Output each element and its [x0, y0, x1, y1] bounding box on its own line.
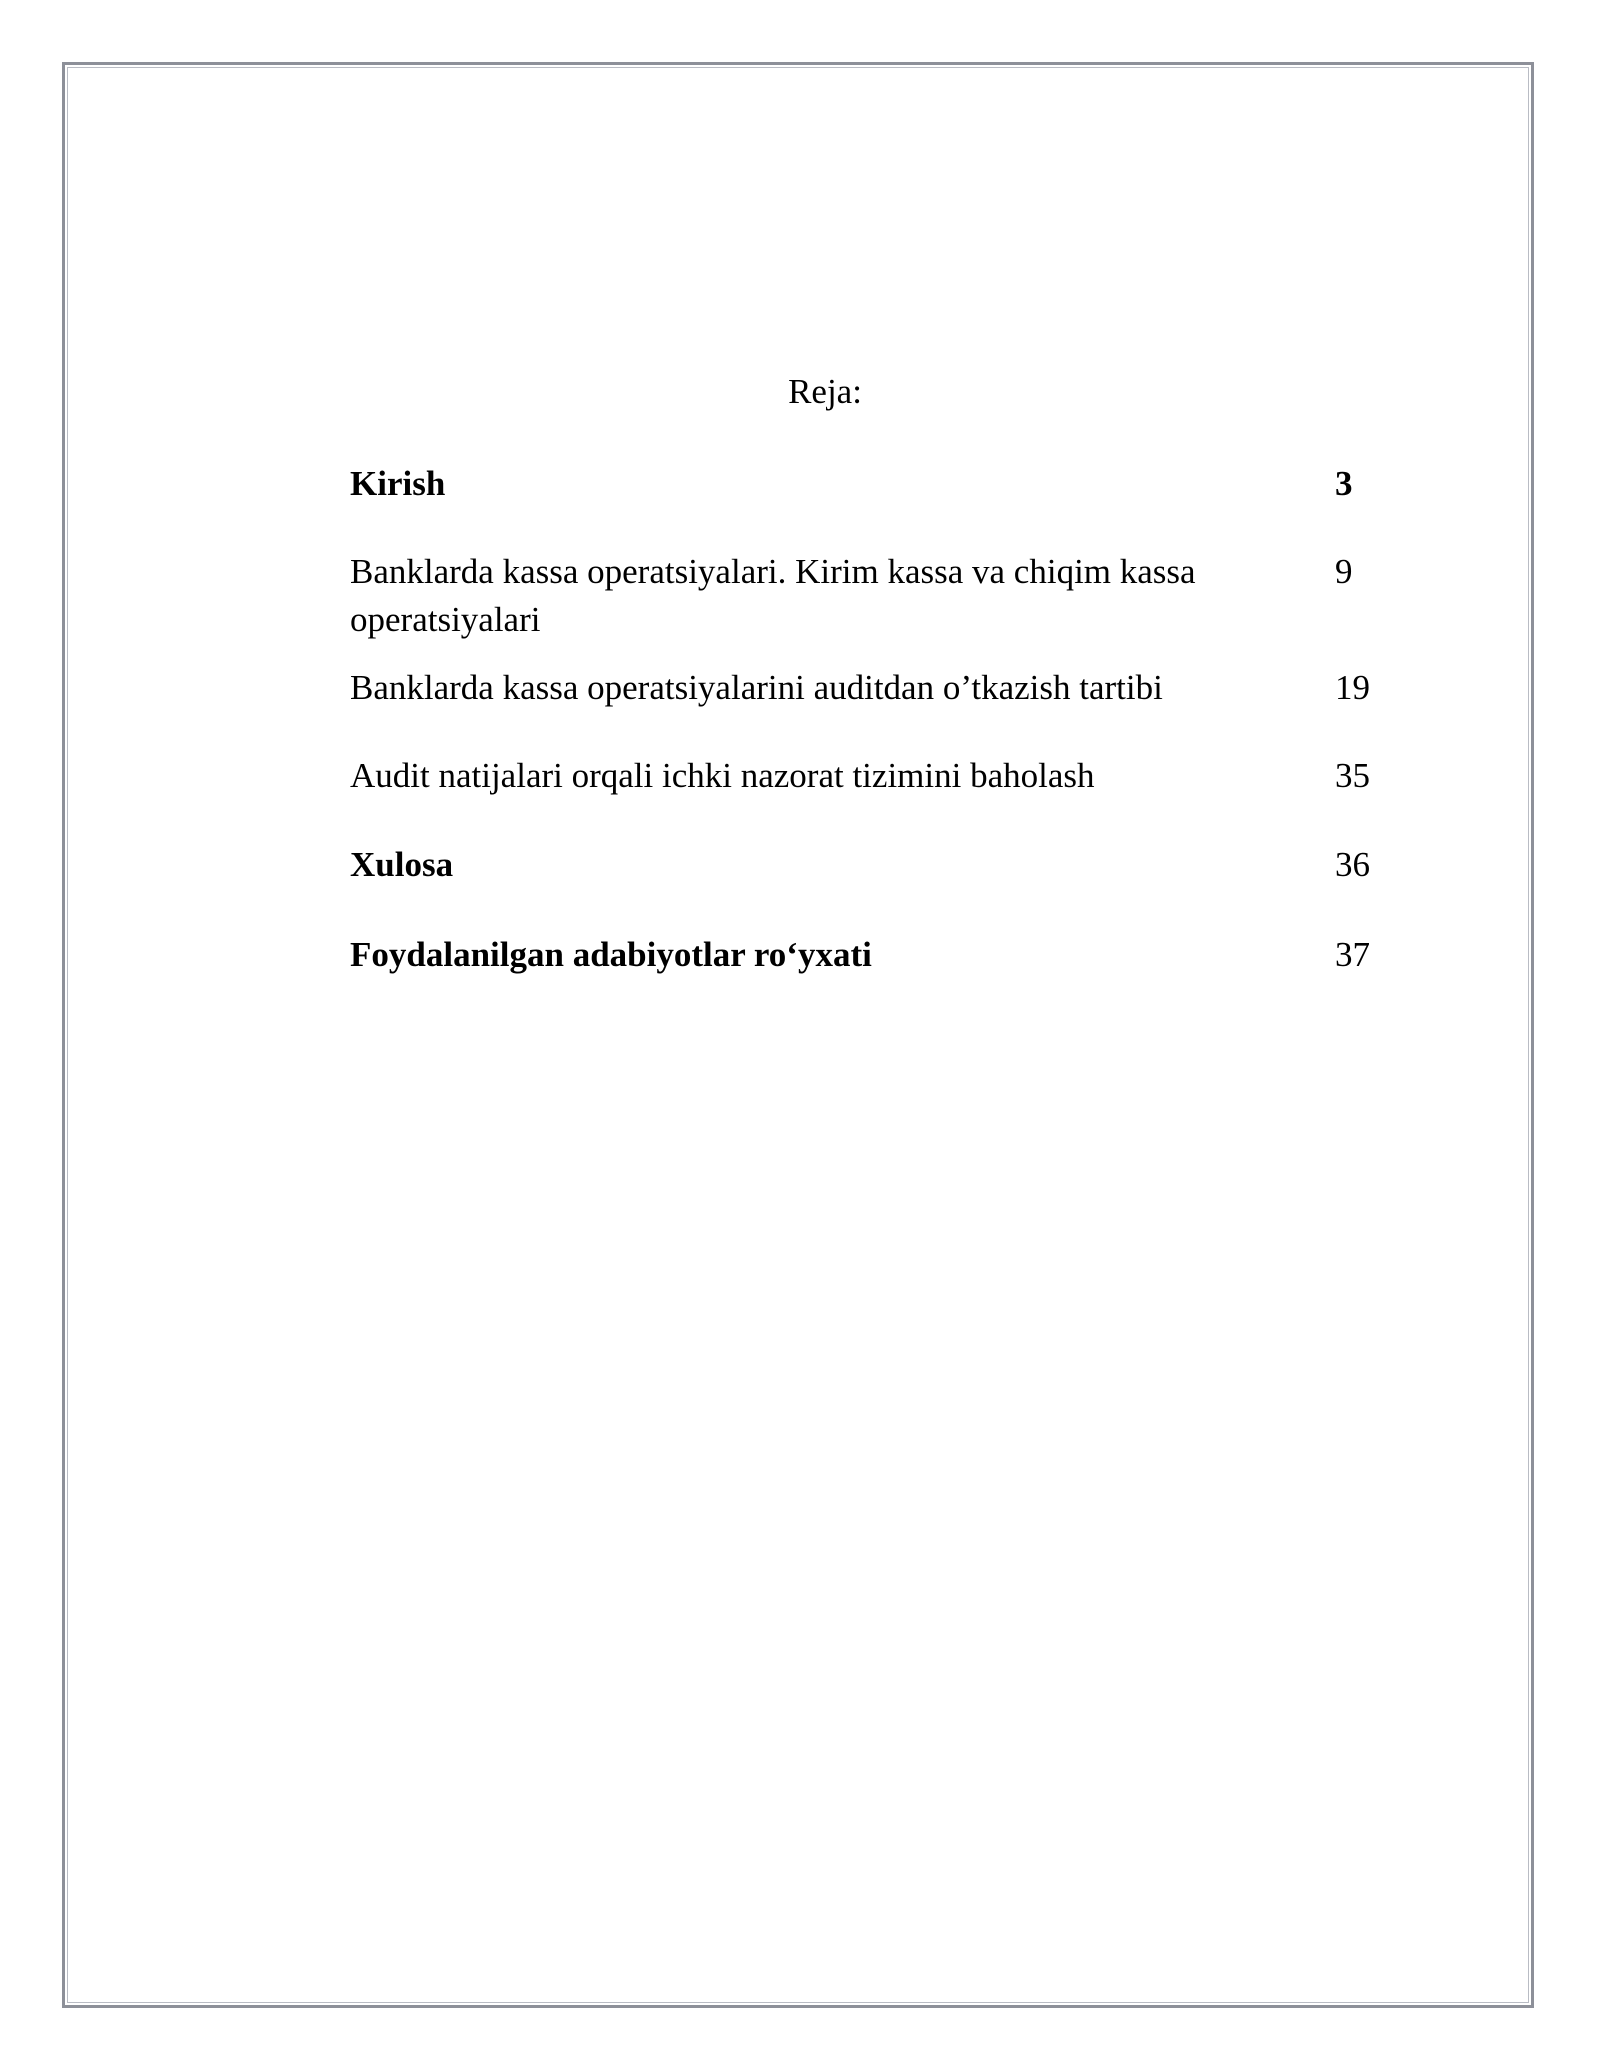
- toc-entry-title: Foydalanilgan adabiyotlar ro‘yxati: [350, 935, 872, 974]
- toc-entry-page: 37: [1335, 935, 1370, 974]
- toc-entry-page: 36: [1335, 845, 1370, 884]
- toc-entry-page: 9: [1335, 552, 1353, 591]
- toc-entry-title: Audit natijalari orqali ichki nazorat tizimini baholash: [350, 756, 1095, 795]
- toc-entry-adabiyotlar: [350, 931, 1380, 979]
- toc-entry-xulosa: [350, 841, 1380, 889]
- toc-entry-title: Banklarda kassa operatsiyalari. Kirim kassa va chiqim kassa operatsiyalari: [350, 552, 1196, 639]
- page-title: Reja:: [788, 372, 862, 411]
- table-of-contents: [350, 460, 1380, 979]
- toc-entry-title: Xulosa: [350, 845, 454, 884]
- toc-entry-audit-tartibi: [350, 664, 1380, 712]
- toc-entry-kirish: [350, 460, 1380, 508]
- toc-entry-page: 3: [1335, 464, 1353, 503]
- toc-entry-kassa-operatsiyalari: [350, 548, 1380, 644]
- toc-entry-ichki-nazorat: [350, 752, 1380, 800]
- toc-entry-page: 35: [1335, 756, 1370, 795]
- toc-entry-title: Kirish: [350, 464, 446, 503]
- page-border: [62, 62, 1534, 2008]
- toc-entry-title: Banklarda kassa operatsiyalarini auditdan o’tkazish tartibi: [350, 668, 1163, 707]
- toc-entry-page: 19: [1335, 668, 1370, 707]
